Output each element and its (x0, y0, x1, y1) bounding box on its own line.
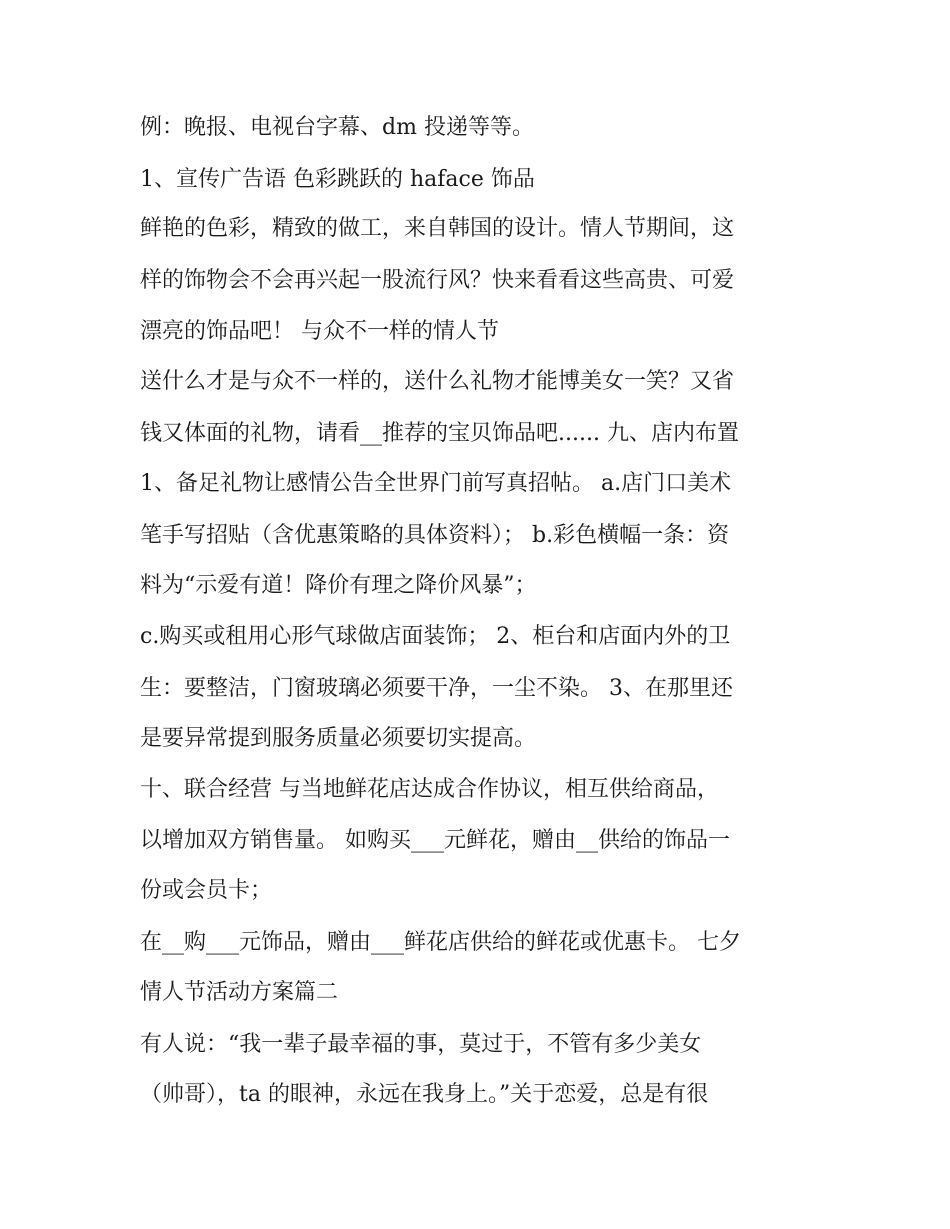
text-line: 鲜艳的色彩，精致的做工，来自韩国的设计。情人节期间，这 (140, 216, 735, 241)
text-line: 料为“示爱有道！降价有理之降价风暴”； (140, 573, 537, 598)
text-line: 十、联合经营 与当地鲜花店达成合作协议，相互供给商品， (140, 777, 719, 802)
text-line: 是要异常提到服务质量必须要切实提高。 (140, 726, 537, 751)
text-line: 笔手写招贴（含优惠策略的具体资料）； b.彩色横幅一条：资 (140, 523, 730, 548)
text-line: 漂亮的饰品吧！ 与众不一样的情人节 (140, 319, 499, 344)
text-line: 份或会员卡； (140, 878, 273, 903)
text-line: 例：晚报、电视台字幕、dm 投递等等。 (140, 115, 534, 140)
text-line: 1、备足礼物让感情公告全世界门前写真招帖。 a.店门口美术 (140, 471, 732, 496)
text-line: 以增加双方销售量。 如购买___元鲜花，赠由__供给的饰品一 (140, 828, 730, 853)
text-line: 钱又体面的礼物，请看__推荐的宝贝饰品吧...... 九、店内布置 (140, 421, 739, 446)
text-line: 生：要整洁，门窗玻璃必须要干净，一尘不染。 3、在那里还 (140, 676, 733, 701)
text-line: c.购买或租用心形气球做店面装饰； 2、柜台和店面内外的卫 (140, 624, 731, 649)
text-line: 送什么才是与众不一样的，送什么礼物才能博美女一笑？又省 (140, 369, 735, 394)
text-line: 1、宣传广告语 色彩跳跃的 haface 饰品 (140, 167, 535, 192)
text-line: 情人节活动方案篇二 (140, 980, 339, 1005)
text-line: 样的饰物会不会再兴起一股流行风？快来看看这些高贵、可爱 (140, 268, 735, 293)
text-line: 在__购___元饰品，赠由___鲜花店供给的鲜花或优惠卡。 七夕 (140, 930, 741, 955)
text-line: 有人说：“我一辈子最幸福的事，莫过于，不管有多少美女 (140, 1032, 702, 1057)
text-line: （帅哥），ta 的眼神，永远在我身上。”关于恋爱，总是有很 (140, 1082, 709, 1107)
